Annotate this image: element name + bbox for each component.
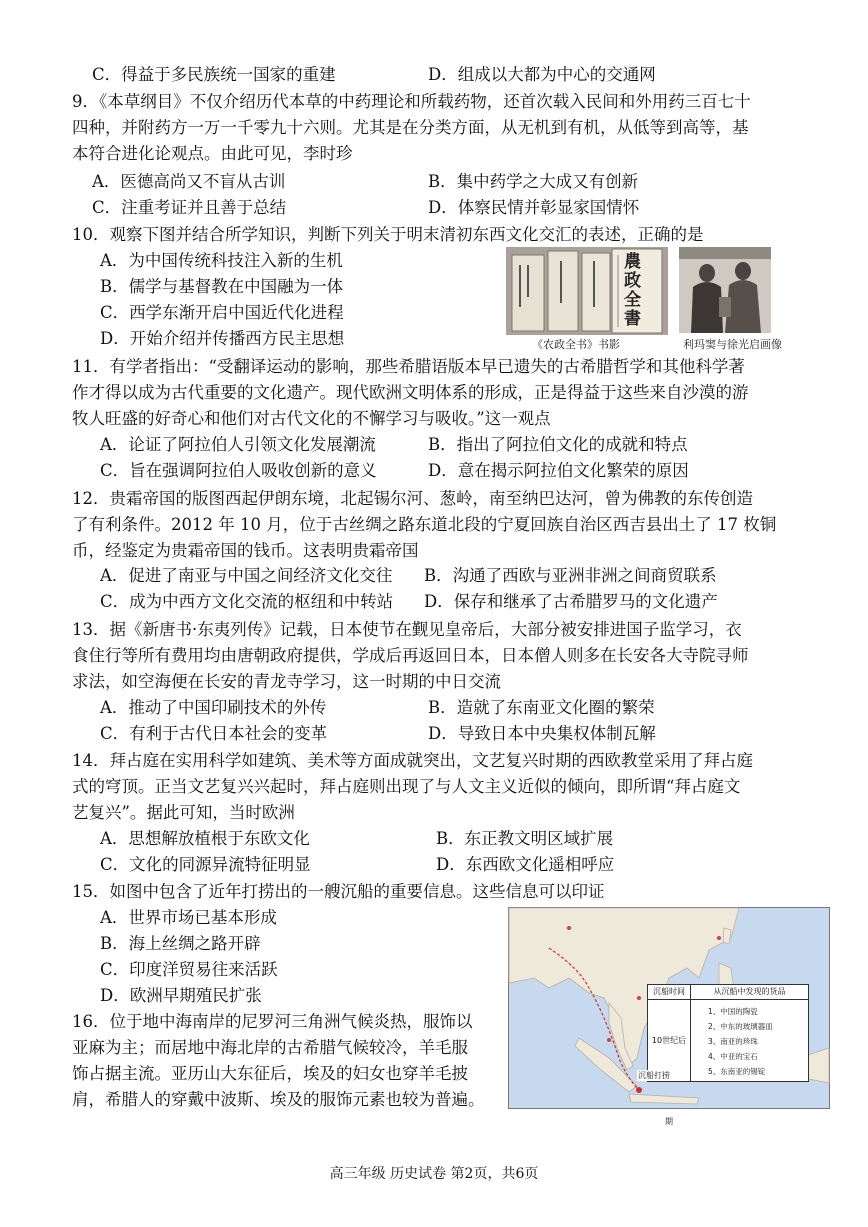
q13-option-c: C．有利于古代日本社会的变革	[100, 724, 328, 743]
question-16-line-2: 亚麻为主；而居地中海北岸的古希腊气候较冷，羊毛服	[72, 1038, 468, 1057]
question-12-line-1: 12．贵霜帝国的版图西起伊朗东境，北起锡尔河、葱岭，南至纳巴达河，曾为佛教的东传创造	[72, 489, 753, 508]
portrait-caption: 利玛窦与徐光启画像	[683, 338, 782, 351]
option-d: D．组成以大都为中心的交通网	[428, 65, 656, 84]
question-14-line-2: 式的穹顶。正当文艺复兴兴起时，拜占庭则出现了与人文主义近似的倾向，即所谓“拜占庭文	[72, 777, 741, 796]
q10-option-c: C．西学东渐开启中国近代化进程	[100, 303, 344, 322]
q9-option-d: D．体察民情并彰显家国情怀	[428, 198, 640, 217]
question-13-line-2: 食住行等所有费用均由唐朝政府提供，学成后再返回日本，日本僧人则多在长安各大寺院寻师	[72, 646, 749, 665]
q9-option-b: B．集中药学之大成又有创新	[428, 172, 639, 191]
question-9-line-3: 本符合进化论观点。由此可见，李时珍	[72, 144, 353, 163]
question-9-line-2: 四种，并附药方一万一千零九十六则。尤其是在分类方面，从无机到有机，从低等到高等，基	[72, 118, 749, 137]
q10-option-b: B．儒学与基督教在中国融为一体	[100, 277, 344, 296]
q9-option-a: A．医德高尚又不盲从古训	[92, 172, 286, 191]
shipwreck-route-map	[508, 907, 830, 1126]
goods-item: 5、东南亚的锡锭	[708, 1067, 766, 1076]
q14-option-a: A．思想解放植根于东欧文化	[100, 829, 310, 848]
table-header-goods: 从沉船中发现的货品	[691, 985, 808, 1000]
q15-option-b: B．海上丝绸之路开辟	[100, 934, 261, 953]
q14-option-c: C．文化的同源异流特征明显	[100, 855, 311, 874]
q14-option-b: B．东正教文明区域扩展	[436, 829, 614, 848]
question-13-line-1: 13．据《新唐书·东夷列传》记载，日本使节在觐见皇帝后，大部分被安排进国子监学习，衣	[72, 620, 742, 639]
q15-option-d: D．欧洲早期殖民扩张	[100, 986, 262, 1005]
question-15-stem: 15．如图中包含了近年打捞出的一艘沉船的重要信息。这些信息可以印证	[72, 882, 605, 901]
matteo-ricci-xu-guangqi-portrait	[679, 247, 771, 333]
q10-option-d: D．开始介绍并传播西方民主思想	[100, 329, 345, 348]
question-16-line-1: 16．位于地中海南岸的尼罗河三角洲气候炎热，服饰以	[72, 1012, 473, 1031]
q12-option-d: D．保存和继承了古希腊罗马的文化遗产	[424, 592, 718, 611]
question-14-line-3: 艺复兴”。据此可知，当时欧洲	[72, 803, 295, 822]
q10-option-a: A．为中国传统科技注入新的生机	[100, 251, 343, 270]
goods-item: 3、南亚的珍珠	[708, 1037, 758, 1046]
question-16-line-4: 肩，希腊人的穿戴中波斯、埃及的服饰元素也较为普遍。	[72, 1090, 485, 1109]
q11-option-c: C．旨在强调阿拉伯人吸收创新的意义	[100, 461, 377, 480]
goods-item: 1、中国的陶瓷	[708, 1007, 758, 1016]
table-cell-time: 10世纪后期	[648, 1000, 691, 1081]
goods-item: 2、中东的玻璃器皿	[708, 1022, 773, 1031]
q14-option-d: D．东西欧文化遥相呼应	[436, 855, 615, 874]
q15-option-c: C．印度洋贸易往来活跃	[100, 960, 278, 979]
question-11-line-1: 11．有学者指出：“受翻译运动的影响，那些希腊语版本早已遗失的古希腊哲学和其他科学著	[72, 357, 745, 376]
option-c: C．得益于多民族统一国家的重建	[92, 65, 336, 84]
question-12-line-3: 币，经鉴定为贵霜帝国的钱币。这表明贵霜帝国	[72, 541, 419, 560]
q12-option-b: B．沟通了西欧与亚洲非洲之间商贸联系	[424, 566, 717, 585]
q12-option-c: C．成为中西方文化交流的枢纽和中转站	[100, 592, 394, 611]
q15-option-a: A．世界市场已基本形成	[100, 908, 277, 927]
question-12-line-2: 了有利条件。2012 年 10 月，位于古丝绸之路东道北段的宁夏回族自治区西吉县出土了 17 枚铜	[72, 515, 777, 534]
table-header-time: 沉船时间	[648, 985, 691, 1000]
q13-option-a: A．推动了中国印刷技术的外传	[100, 698, 327, 717]
question-11-line-2: 作才得以成为古代重要的文化遗产。现代欧洲文明体系的形成，正是得益于这些来自沙漠的游	[72, 383, 749, 402]
q12-option-a: A．促进了南亚与中国之间经济文化交往	[100, 566, 393, 585]
nongzheng-quanshu-photo	[506, 247, 668, 335]
q9-option-c: C．注重考证并且善于总结	[92, 198, 287, 217]
q13-option-d: D．导致日本中央集权体制瓦解	[428, 724, 656, 743]
question-13-line-3: 求法，如空海便在长安的青龙寺学习，这一时期的中日交流	[72, 672, 501, 691]
question-11-line-3: 牧人旺盛的好奇心和他们对古代文化的不懈学习与吸收。”这一观点	[72, 409, 551, 428]
question-16-line-3: 饰占据主流。亚历山大东征后，埃及的妇女也穿羊毛披	[72, 1064, 468, 1083]
question-9-line-1: 9．《本草纲目》不仅介绍历代本草的中药理论和所载药物，还首次载入民间和外用药三百七十	[72, 92, 751, 111]
q11-option-d: D．意在揭示阿拉伯文化繁荣的原因	[428, 461, 689, 480]
shipwreck-info-table	[647, 984, 809, 1126]
goods-item: 4、中亚的宝石	[708, 1052, 758, 1061]
book-photo-caption: 《农政全书》书影	[532, 338, 620, 351]
wreck-location-label: 沉船打捞	[638, 1071, 670, 1080]
page-footer: 高三年级 历史试卷 第2页，共6页	[329, 1166, 539, 1182]
q11-option-b: B．指出了阿拉伯文化的成就和特点	[428, 435, 688, 454]
question-14-line-1: 14．拜占庭在实用科学如建筑、美术等方面成就突出，文艺复兴时期的西欧教堂采用了拜占庭	[72, 751, 753, 770]
q13-option-b: B．造就了东南亚文化圈的繁荣	[428, 698, 655, 717]
book-title-text: 農政全書	[624, 252, 641, 329]
question-10-stem: 10．观察下图并结合所学知识，判断下列关于明末清初东西文化交汇的表述，正确的是	[72, 225, 704, 244]
q11-option-a: A．论证了阿拉伯人引领文化发展潮流	[100, 435, 376, 454]
